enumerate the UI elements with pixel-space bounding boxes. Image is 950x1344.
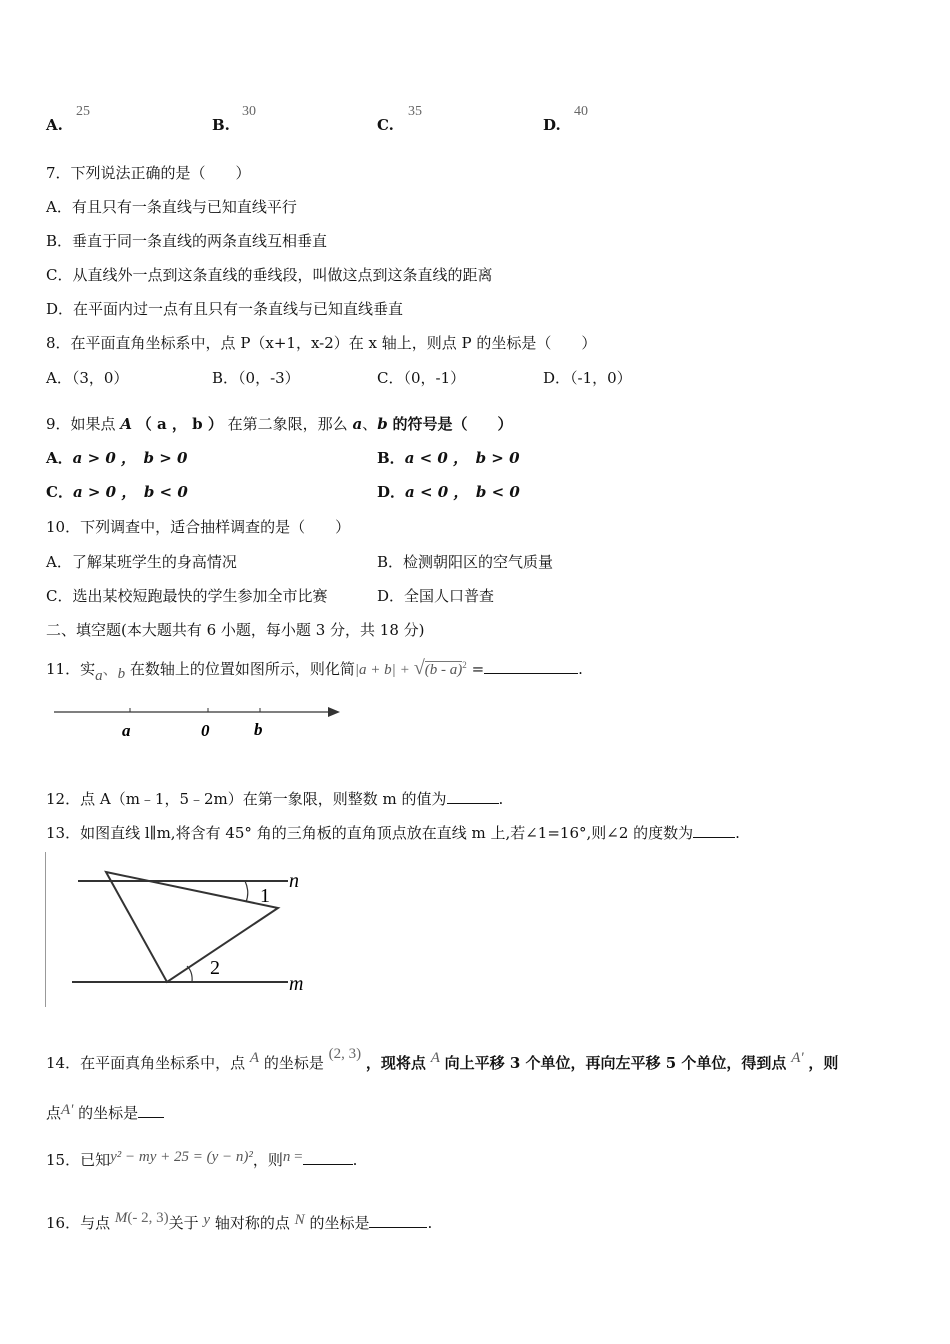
q16-answer-blank[interactable] — [369, 1213, 427, 1228]
q14-mid2: ，现将点 — [365, 1054, 426, 1072]
q7-option-d: D．在平面内过一点有且只有一条直线与已知直线垂直 — [46, 300, 404, 318]
q9-stem-mid: 在第二象限，那么 — [227, 415, 348, 433]
q12-end: . — [498, 790, 504, 808]
q9-option-c-letter: C． — [46, 483, 73, 501]
q16-suffix: 的坐标是 — [309, 1214, 370, 1232]
sqrt-icon: √ — [413, 657, 425, 679]
q8-option-c: C．（0，-1） — [377, 369, 466, 387]
q15-end: . — [352, 1151, 358, 1169]
q13-text: 13．如图直线 l∥m,将含有 45° 角的三角板的直角顶点放在直线 m 上,若∠1=16°,则∠2 的度数为 — [46, 824, 694, 842]
q10-option-b: B．检测朝阳区的空气质量 — [377, 553, 554, 571]
q9-option-d-letter: D． — [377, 483, 406, 501]
q14-end: ，则 — [808, 1054, 839, 1072]
section2-title: 二、填空题(本大题共有 6 小题，每小题 3 分，共 18 分) — [46, 621, 425, 639]
q6-option-d-value: 40 — [574, 104, 588, 119]
q12-answer-blank[interactable] — [447, 789, 499, 804]
q11-answer-blank[interactable] — [484, 659, 578, 674]
q15-eq: = — [290, 1149, 303, 1165]
q16-end: . — [427, 1214, 433, 1232]
q11-end: . — [578, 660, 583, 678]
q9-option-b — [377, 447, 520, 468]
q16-stem — [46, 1212, 432, 1233]
q11-var-b: b — [117, 666, 126, 682]
q11-expr-abs: |a + b| — [354, 662, 396, 678]
q14-line2-suffix: 的坐标是 — [78, 1104, 139, 1122]
q9-option-a — [46, 447, 187, 468]
q7-stem: 7．下列说法正确的是（ ） — [46, 164, 251, 182]
q11-stem — [46, 657, 583, 684]
arrow-right-icon — [328, 707, 340, 717]
q16-prefix: 16．与点 — [46, 1214, 111, 1232]
q6-option-b-value: 30 — [242, 104, 256, 119]
q10-stem: 10．下列调查中，适合抽样调查的是（ ） — [46, 518, 351, 536]
q9-stem-prefix: 9．如果点 — [46, 415, 116, 433]
q12-text: 12．点 A（m﹣1，5﹣2m）在第一象限，则整数 m 的值为 — [46, 790, 447, 808]
axis-label-a: a — [122, 721, 131, 740]
q10-option-d: D．全国人口普查 — [377, 587, 495, 605]
q7-option-a: A．有且只有一条直线与已知直线平行 — [46, 198, 297, 216]
q13-stem — [46, 822, 740, 843]
q9-point: A — [120, 415, 132, 433]
q15-mid: ，则 — [252, 1151, 283, 1169]
q16-coord: (- 2, 3) — [127, 1210, 169, 1226]
q16-target: N — [294, 1212, 305, 1228]
label-n: n — [289, 870, 299, 892]
q6-option-c-value: 35 — [408, 104, 422, 119]
q10-option-a: A．了解某班学生的身高情况 — [46, 553, 237, 571]
q8-option-a: A．（3，0） — [46, 369, 129, 387]
figure-left-border — [45, 852, 46, 1007]
q16-mid: 关于 — [168, 1214, 199, 1232]
q9-option-a-text: a > 0 ， b > 0 — [72, 449, 188, 467]
axis-label-zero: 0 — [201, 721, 210, 740]
q15-equation: y² − my + 25 = (y − n)² — [110, 1149, 253, 1165]
triangle-ruler — [106, 872, 278, 982]
q8-option-d: D．（-1，0） — [543, 369, 632, 387]
q9-option-a-letter: A． — [46, 449, 73, 467]
q11-eq: = — [471, 660, 485, 678]
q8-stem: 8．在平面直角坐标系中，点 P（x+1，x-2）在 x 轴上，则点 P 的坐标是（ ） — [46, 334, 597, 352]
q9-option-c-text: a > 0 ， b < 0 — [72, 483, 188, 501]
number-line-figure — [50, 700, 350, 745]
triangle-figure — [60, 850, 320, 1000]
q11-expr-sqrt: (b - a) — [424, 662, 463, 678]
label-m: m — [289, 973, 304, 995]
q6-option-d-letter: D. — [543, 116, 561, 134]
axis-label-b: b — [254, 720, 263, 739]
q9-option-d — [377, 481, 520, 502]
q16-mid2: 轴对称的点 — [214, 1214, 290, 1232]
q15-prefix: 15．已知 — [46, 1151, 111, 1169]
q7-option-b: B．垂直于同一条直线的两条直线互相垂直 — [46, 232, 328, 250]
q9-coords: （ a ， b ） — [136, 415, 223, 433]
q8-option-b: B．（0，-3） — [212, 369, 300, 387]
q15-var-n: n — [282, 1149, 291, 1165]
q14-point-a-2: A — [430, 1050, 440, 1066]
q14-mid3: 向上平移 3 个单位，再向左平移 5 个单位，得到点 — [444, 1054, 787, 1072]
q9-option-d-text: a < 0 ， b < 0 — [405, 483, 520, 501]
q14-point-a: A — [249, 1050, 260, 1066]
q9-stem — [46, 413, 512, 434]
q15-answer-blank[interactable] — [303, 1150, 353, 1165]
q6-option-c-letter: C. — [377, 116, 394, 134]
q14-line2-point: A' — [61, 1102, 74, 1118]
q10-option-c: C．选出某校短跑最快的学生参加全市比赛 — [46, 587, 328, 605]
q13-end: . — [735, 824, 740, 842]
q7-option-c: C．从直线外一点到这条直线的垂线段，叫做这点到这条直线的距离 — [46, 266, 493, 284]
q6-option-a-letter: A. — [46, 116, 63, 134]
q13-answer-blank[interactable] — [693, 823, 735, 838]
q14-mid1: 的坐标是 — [263, 1054, 324, 1072]
q6-option-b-letter: B. — [212, 116, 230, 134]
q16-axis: y — [203, 1212, 211, 1228]
q16-point-m: M — [114, 1210, 128, 1226]
q14-prefix: 14．在平面真角坐标系中，点 — [46, 1054, 246, 1072]
q14-coord: (2, 3) — [328, 1046, 362, 1062]
q9-var-a: a — [352, 415, 363, 433]
q9-option-b-text: a < 0 ， b > 0 — [404, 449, 520, 467]
q9-sep: 、 — [362, 415, 378, 433]
q9-var-b: b — [377, 415, 388, 433]
q11-prefix: 11．实 — [46, 660, 96, 678]
angle-1-arc — [245, 881, 248, 902]
q14-line2 — [46, 1102, 164, 1123]
q11-var-a: a — [95, 668, 103, 684]
q6-option-a-value: 25 — [76, 104, 90, 119]
q14-answer-blank[interactable] — [138, 1103, 164, 1118]
q14-line2-prefix: 点 — [46, 1104, 62, 1122]
q9-option-b-letter: B． — [377, 449, 405, 467]
label-angle-1: 1 — [260, 885, 270, 907]
q11-mid: 在数轴上的位置如图所示，则化简 — [129, 660, 355, 678]
label-angle-2: 2 — [210, 957, 220, 979]
q9-stem-suffix: 的符号是（ ） — [392, 415, 513, 433]
q14-point-a-prime: A' — [791, 1050, 804, 1066]
q11-exponent: 2 — [462, 660, 467, 670]
q11-sep: 、 — [102, 662, 118, 678]
q11-plus: + — [400, 662, 410, 678]
q14-stem — [46, 1046, 839, 1073]
q15-stem — [46, 1149, 357, 1170]
q12-stem — [46, 788, 503, 809]
q9-option-c — [46, 481, 188, 502]
